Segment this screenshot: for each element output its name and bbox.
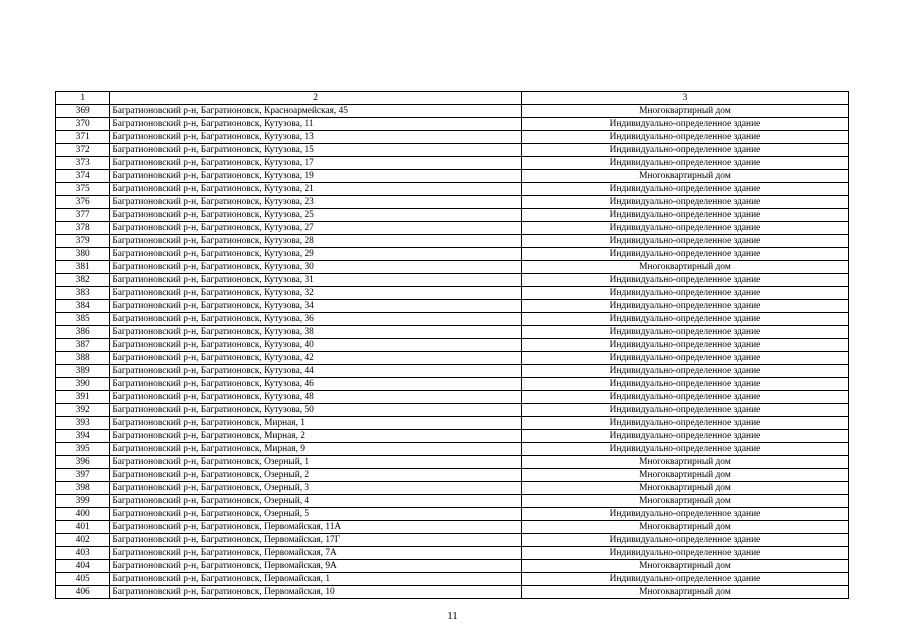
building-type-cell: Многоквартирный дом bbox=[521, 521, 848, 534]
building-type-cell: Индивидуально-определенное здание bbox=[521, 131, 848, 144]
row-number-cell: 393 bbox=[56, 417, 110, 430]
row-number-cell: 397 bbox=[56, 469, 110, 482]
table-row bbox=[56, 183, 849, 196]
address-cell: Багратионовский р-н, Багратионовск, Кутузова, 23 bbox=[110, 196, 522, 209]
table-row bbox=[56, 105, 849, 118]
table-row bbox=[56, 339, 849, 352]
address-cell: Багратионовский р-н, Багратионовск, Кутузова, 27 bbox=[110, 222, 522, 235]
address-cell: Багратионовский р-н, Багратионовск, Мирная, 9 bbox=[110, 443, 522, 456]
building-type-cell: Индивидуально-определенное здание bbox=[521, 287, 848, 300]
table-row bbox=[56, 378, 849, 391]
building-type-cell: Многоквартирный дом bbox=[521, 170, 848, 183]
table-row bbox=[56, 508, 849, 521]
table-row bbox=[56, 586, 849, 599]
row-number-cell: 386 bbox=[56, 326, 110, 339]
address-cell: Багратионовский р-н, Багратионовск, Кутузова, 34 bbox=[110, 300, 522, 313]
address-cell: Багратионовский р-н, Багратионовск, Кутузова, 50 bbox=[110, 404, 522, 417]
column-number-header-row bbox=[56, 92, 849, 105]
address-cell: Багратионовский р-н, Багратионовск, Кутузова, 30 bbox=[110, 261, 522, 274]
address-cell: Багратионовский р-н, Багратионовск, Озерный, 4 bbox=[110, 495, 522, 508]
address-cell: Багратионовский р-н, Багратионовск, Озерный, 2 bbox=[110, 469, 522, 482]
address-cell: Багратионовский р-н, Багратионовск, Кутузова, 48 bbox=[110, 391, 522, 404]
table-row bbox=[56, 573, 849, 586]
building-type-cell: Индивидуально-определенное здание bbox=[521, 313, 848, 326]
table-row bbox=[56, 196, 849, 209]
row-number-cell: 385 bbox=[56, 313, 110, 326]
row-number-cell: 392 bbox=[56, 404, 110, 417]
building-type-cell: Индивидуально-определенное здание bbox=[521, 365, 848, 378]
table-row bbox=[56, 547, 849, 560]
row-number-cell: 404 bbox=[56, 560, 110, 573]
address-cell: Багратионовский р-н, Багратионовск, Озерный, 1 bbox=[110, 456, 522, 469]
address-cell: Багратионовский р-н, Багратионовск, Озерный, 5 bbox=[110, 508, 522, 521]
building-type-cell: Многоквартирный дом bbox=[521, 495, 848, 508]
column-header-1: 1 bbox=[56, 92, 110, 105]
address-cell: Багратионовский р-н, Багратионовск, Кутузова, 19 bbox=[110, 170, 522, 183]
address-cell: Багратионовский р-н, Багратионовск, Кутузова, 15 bbox=[110, 144, 522, 157]
building-type-cell: Индивидуально-определенное здание bbox=[521, 378, 848, 391]
table-row bbox=[56, 560, 849, 573]
row-number-cell: 377 bbox=[56, 209, 110, 222]
address-cell: Багратионовский р-н, Багратионовск, Кутузова, 42 bbox=[110, 352, 522, 365]
building-type-cell: Индивидуально-определенное здание bbox=[521, 209, 848, 222]
column-header-2: 2 bbox=[110, 92, 522, 105]
address-cell: Багратионовский р-н, Багратионовск, Кутузова, 11 bbox=[110, 118, 522, 131]
address-cell: Багратионовский р-н, Багратионовск, Озерный, 3 bbox=[110, 482, 522, 495]
building-type-cell: Индивидуально-определенное здание bbox=[521, 235, 848, 248]
address-cell: Багратионовский р-н, Багратионовск, Кутузова, 32 bbox=[110, 287, 522, 300]
address-cell: Багратионовский р-н, Багратионовск, Первомайская, 11А bbox=[110, 521, 522, 534]
building-type-cell: Индивидуально-определенное здание bbox=[521, 404, 848, 417]
row-number-cell: 406 bbox=[56, 586, 110, 599]
building-type-cell: Индивидуально-определенное здание bbox=[521, 339, 848, 352]
table-row bbox=[56, 391, 849, 404]
table-row bbox=[56, 495, 849, 508]
row-number-cell: 371 bbox=[56, 131, 110, 144]
address-cell: Багратионовский р-н, Багратионовск, Кутузова, 44 bbox=[110, 365, 522, 378]
row-number-cell: 382 bbox=[56, 274, 110, 287]
row-number-cell: 370 bbox=[56, 118, 110, 131]
table-row bbox=[56, 235, 849, 248]
table-row bbox=[56, 365, 849, 378]
table-row bbox=[56, 118, 849, 131]
table-row bbox=[56, 443, 849, 456]
address-cell: Багратионовский р-н, Багратионовск, Кутузова, 40 bbox=[110, 339, 522, 352]
building-type-cell: Индивидуально-определенное здание bbox=[521, 196, 848, 209]
address-cell: Багратионовский р-н, Багратионовск, Кутузова, 25 bbox=[110, 209, 522, 222]
building-type-cell: Многоквартирный дом bbox=[521, 469, 848, 482]
table-row bbox=[56, 157, 849, 170]
row-number-cell: 387 bbox=[56, 339, 110, 352]
row-number-cell: 399 bbox=[56, 495, 110, 508]
table-row bbox=[56, 352, 849, 365]
row-number-cell: 384 bbox=[56, 300, 110, 313]
row-number-cell: 395 bbox=[56, 443, 110, 456]
row-number-cell: 400 bbox=[56, 508, 110, 521]
building-type-cell: Индивидуально-определенное здание bbox=[521, 118, 848, 131]
row-number-cell: 394 bbox=[56, 430, 110, 443]
building-type-cell: Индивидуально-определенное здание bbox=[521, 547, 848, 560]
table-row bbox=[56, 209, 849, 222]
table-row bbox=[56, 469, 849, 482]
row-number-cell: 381 bbox=[56, 261, 110, 274]
building-type-cell: Индивидуально-определенное здание bbox=[521, 534, 848, 547]
table-row bbox=[56, 170, 849, 183]
row-number-cell: 379 bbox=[56, 235, 110, 248]
address-cell: Багратионовский р-н, Багратионовск, Кутузова, 17 bbox=[110, 157, 522, 170]
table-row bbox=[56, 131, 849, 144]
building-type-cell: Индивидуально-определенное здание bbox=[521, 417, 848, 430]
address-cell: Багратионовский р-н, Багратионовск, Первомайская, 17Г bbox=[110, 534, 522, 547]
row-number-cell: 390 bbox=[56, 378, 110, 391]
row-number-cell: 388 bbox=[56, 352, 110, 365]
row-number-cell: 378 bbox=[56, 222, 110, 235]
address-cell: Багратионовский р-н, Багратионовск, Мирная, 2 bbox=[110, 430, 522, 443]
row-number-cell: 376 bbox=[56, 196, 110, 209]
building-registry-table bbox=[55, 91, 849, 599]
building-type-cell: Индивидуально-определенное здание bbox=[521, 300, 848, 313]
building-type-cell: Многоквартирный дом bbox=[521, 105, 848, 118]
table-row bbox=[56, 482, 849, 495]
row-number-cell: 383 bbox=[56, 287, 110, 300]
building-type-cell: Индивидуально-определенное здание bbox=[521, 573, 848, 586]
row-number-cell: 398 bbox=[56, 482, 110, 495]
table-row bbox=[56, 261, 849, 274]
building-type-cell: Многоквартирный дом bbox=[521, 586, 848, 599]
building-type-cell: Индивидуально-определенное здание bbox=[521, 508, 848, 521]
table-row bbox=[56, 534, 849, 547]
table-row bbox=[56, 313, 849, 326]
building-type-cell: Индивидуально-определенное здание bbox=[521, 274, 848, 287]
row-number-cell: 402 bbox=[56, 534, 110, 547]
building-type-cell: Многоквартирный дом bbox=[521, 482, 848, 495]
address-cell: Багратионовский р-н, Багратионовск, Первомайская, 10 bbox=[110, 586, 522, 599]
table-row bbox=[56, 300, 849, 313]
address-cell: Багратионовский р-н, Багратионовск, Красноармейская, 45 bbox=[110, 105, 522, 118]
table-row bbox=[56, 144, 849, 157]
address-cell: Багратионовский р-н, Багратионовск, Кутузова, 38 bbox=[110, 326, 522, 339]
building-type-cell: Многоквартирный дом bbox=[521, 456, 848, 469]
table-row bbox=[56, 404, 849, 417]
row-number-cell: 372 bbox=[56, 144, 110, 157]
table-row bbox=[56, 287, 849, 300]
row-number-cell: 405 bbox=[56, 573, 110, 586]
row-number-cell: 373 bbox=[56, 157, 110, 170]
table-row bbox=[56, 326, 849, 339]
row-number-cell: 401 bbox=[56, 521, 110, 534]
building-type-cell: Индивидуально-определенное здание bbox=[521, 430, 848, 443]
address-cell: Багратионовский р-н, Багратионовск, Кутузова, 28 bbox=[110, 235, 522, 248]
building-type-cell: Индивидуально-определенное здание bbox=[521, 248, 848, 261]
address-cell: Багратионовский р-н, Багратионовск, Первомайская, 1 bbox=[110, 573, 522, 586]
address-cell: Багратионовский р-н, Багратионовск, Кутузова, 21 bbox=[110, 183, 522, 196]
building-type-cell: Индивидуально-определенное здание bbox=[521, 352, 848, 365]
building-type-cell: Индивидуально-определенное здание bbox=[521, 157, 848, 170]
row-number-cell: 374 bbox=[56, 170, 110, 183]
table-row bbox=[56, 521, 849, 534]
table-row bbox=[56, 430, 849, 443]
column-header-3: 3 bbox=[521, 92, 848, 105]
address-cell: Багратионовский р-н, Багратионовск, Кутузова, 46 bbox=[110, 378, 522, 391]
table-row bbox=[56, 417, 849, 430]
table-row bbox=[56, 274, 849, 287]
page-number: 11 bbox=[447, 610, 458, 622]
row-number-cell: 369 bbox=[56, 105, 110, 118]
table-row bbox=[56, 222, 849, 235]
building-type-cell: Индивидуально-определенное здание bbox=[521, 391, 848, 404]
row-number-cell: 389 bbox=[56, 365, 110, 378]
address-cell: Багратионовский р-н, Багратионовск, Первомайская, 7А bbox=[110, 547, 522, 560]
address-cell: Багратионовский р-н, Багратионовск, Первомайская, 9А bbox=[110, 560, 522, 573]
row-number-cell: 380 bbox=[56, 248, 110, 261]
building-type-cell: Многоквартирный дом bbox=[521, 560, 848, 573]
row-number-cell: 391 bbox=[56, 391, 110, 404]
address-cell: Багратионовский р-н, Багратионовск, Кутузова, 36 bbox=[110, 313, 522, 326]
building-type-cell: Индивидуально-определенное здание bbox=[521, 326, 848, 339]
row-number-cell: 375 bbox=[56, 183, 110, 196]
address-cell: Багратионовский р-н, Багратионовск, Кутузова, 31 bbox=[110, 274, 522, 287]
address-cell: Багратионовский р-н, Багратионовск, Кутузова, 13 bbox=[110, 131, 522, 144]
table-body bbox=[56, 92, 849, 599]
address-cell: Багратионовский р-н, Багратионовск, Мирная, 1 bbox=[110, 417, 522, 430]
address-cell: Багратионовский р-н, Багратионовск, Кутузова, 29 bbox=[110, 248, 522, 261]
row-number-cell: 403 bbox=[56, 547, 110, 560]
table-row bbox=[56, 456, 849, 469]
row-number-cell: 396 bbox=[56, 456, 110, 469]
building-type-cell: Индивидуально-определенное здание bbox=[521, 443, 848, 456]
building-type-cell: Индивидуально-определенное здание bbox=[521, 183, 848, 196]
building-type-cell: Индивидуально-определенное здание bbox=[521, 222, 848, 235]
building-type-cell: Многоквартирный дом bbox=[521, 261, 848, 274]
building-type-cell: Индивидуально-определенное здание bbox=[521, 144, 848, 157]
table-row bbox=[56, 248, 849, 261]
